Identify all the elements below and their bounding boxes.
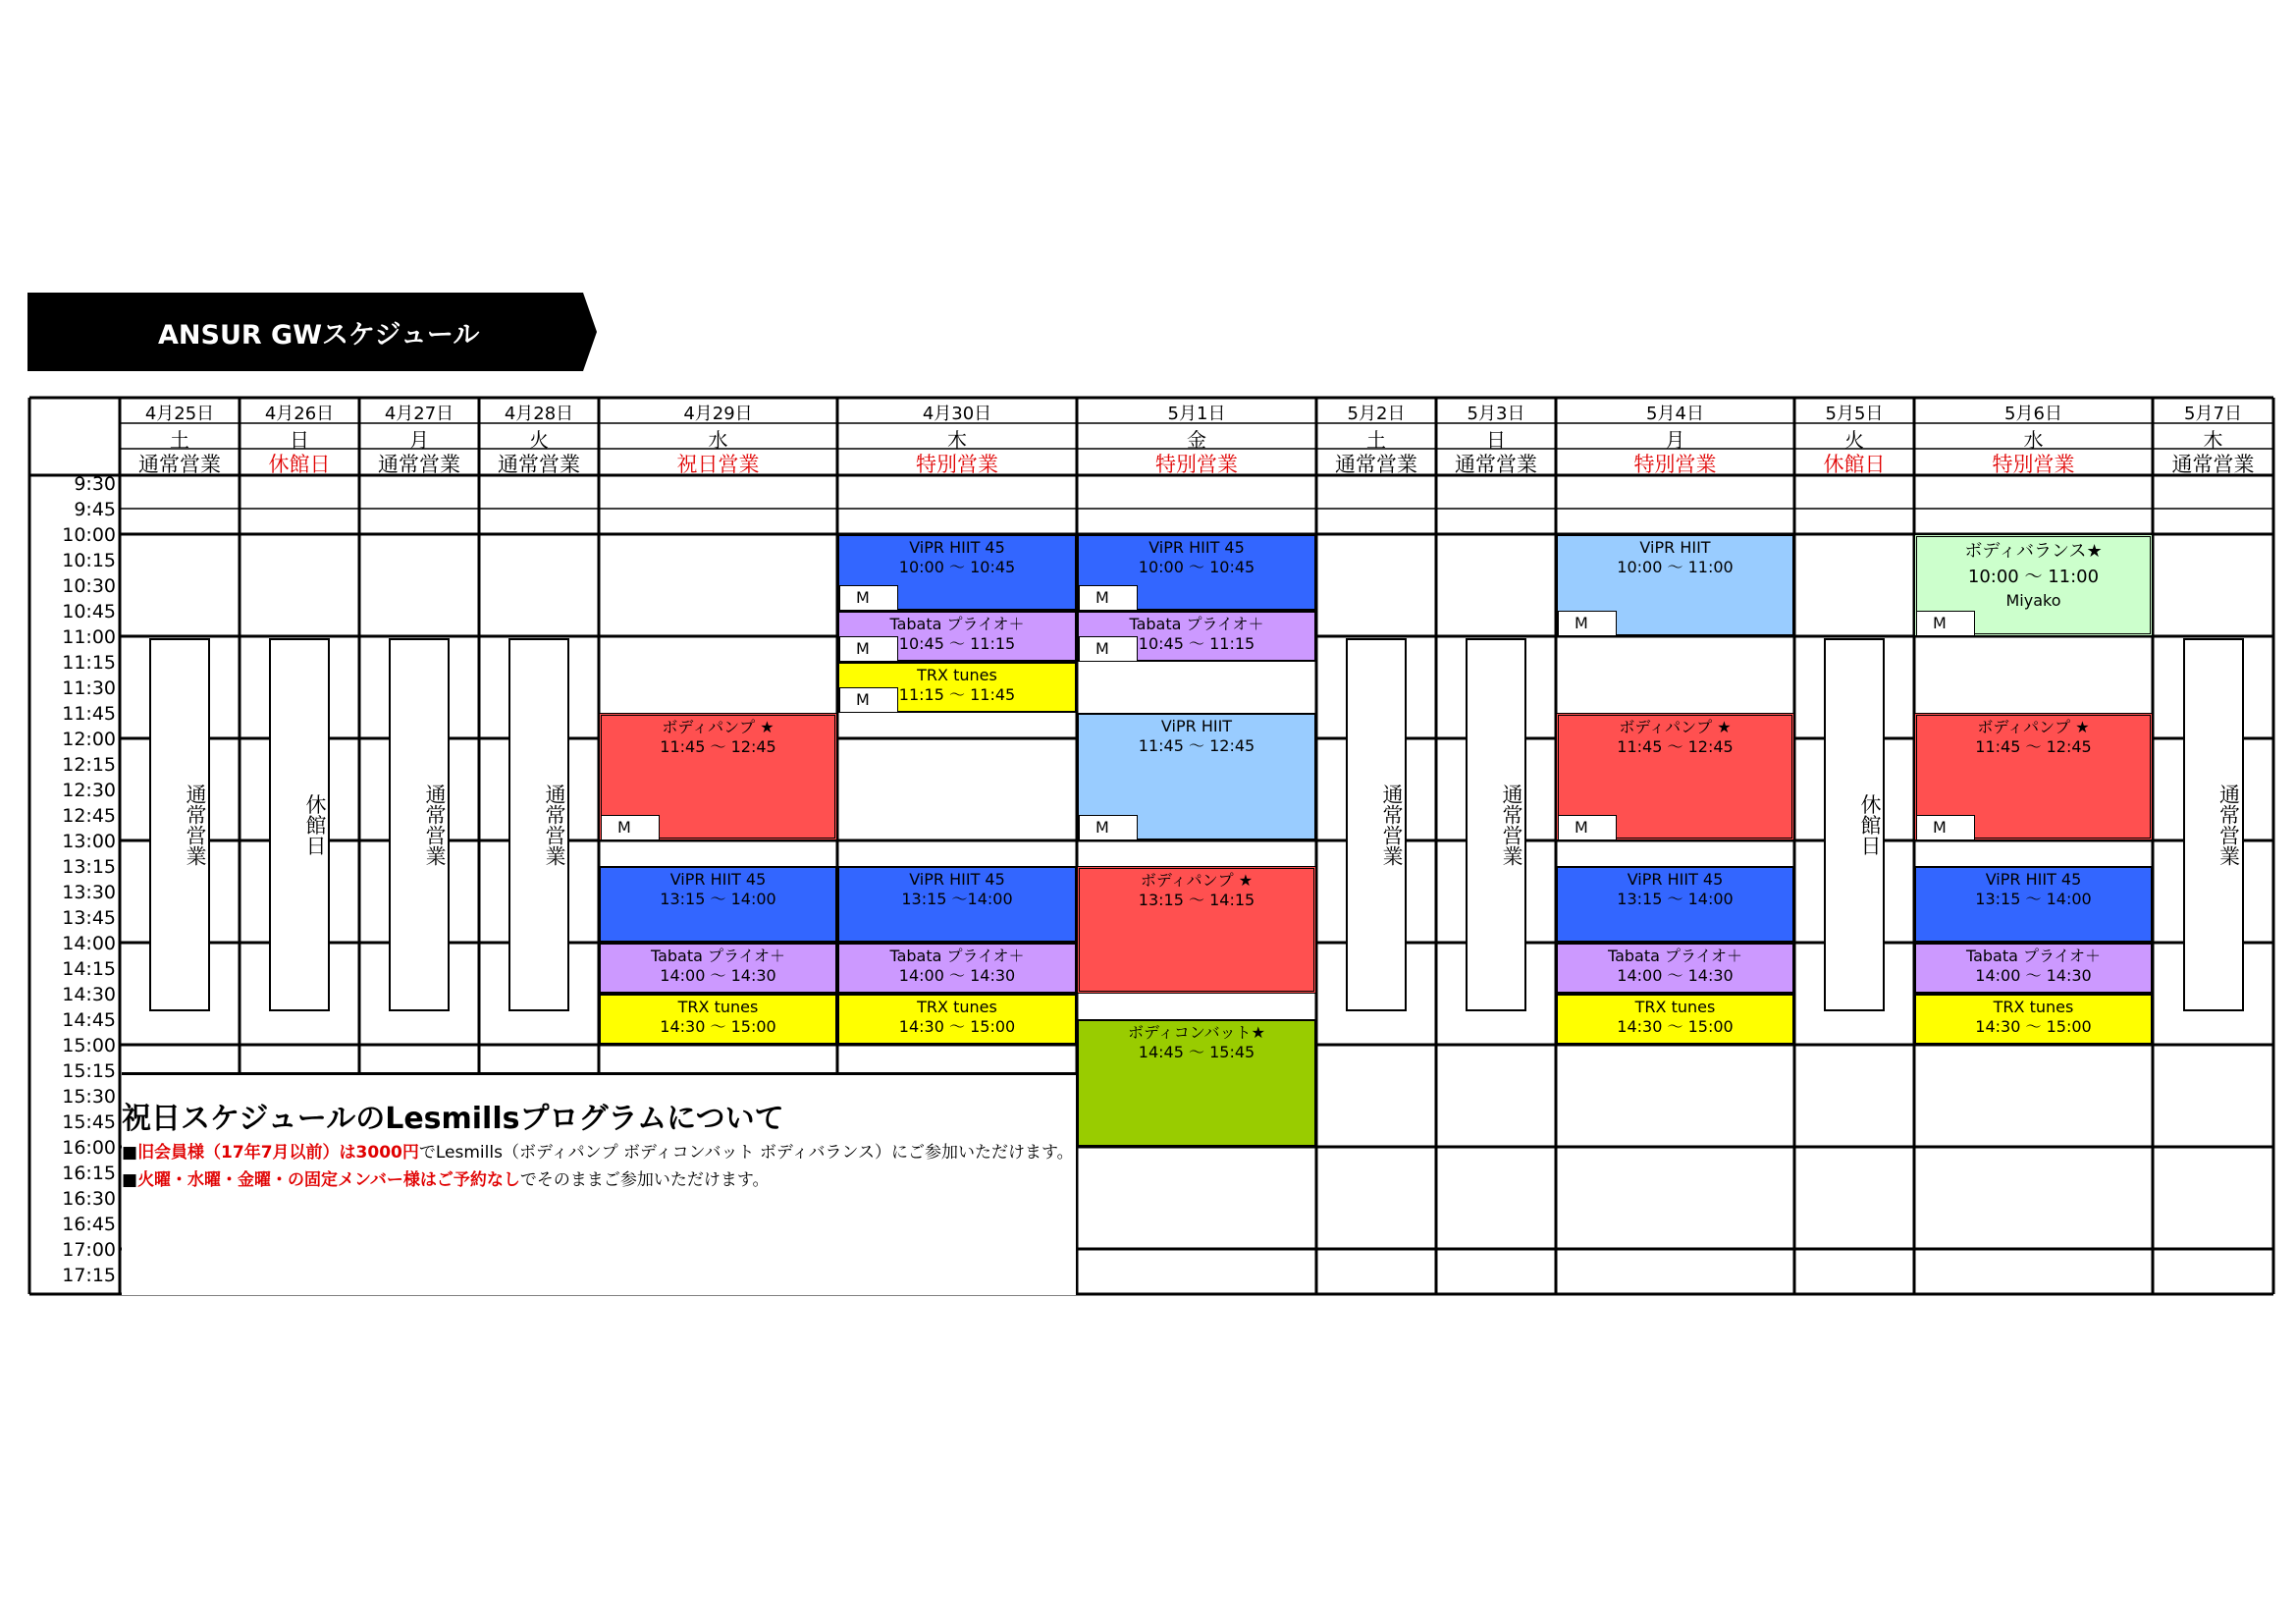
class-name: ViPR HIIT [1639, 538, 1711, 557]
class-time: 11:45 ～ 12:45 [1975, 737, 2092, 756]
day-of-week: 土 [1366, 428, 1386, 452]
day-status: 特別営業 [1992, 453, 2075, 476]
day-date: 5月6日 [2004, 404, 2062, 424]
time-label: 13:00 [62, 831, 116, 852]
closed-day-box [1346, 638, 1407, 1011]
member-tag: M [839, 585, 898, 611]
time-label: 15:15 [62, 1060, 116, 1082]
class-name: Tabata プライオ＋ [1965, 947, 2102, 965]
day-status: 休館日 [268, 453, 331, 476]
class-name: ViPR HIIT [1160, 717, 1233, 735]
time-label: 12:30 [62, 780, 116, 801]
note-line-2-highlight: 火曜・水曜・金曜・の固定メンバー様はご予約なし [137, 1170, 520, 1190]
time-label: 16:45 [62, 1214, 116, 1235]
class-name: ボディバランス★ [1964, 541, 2103, 562]
closed-day-box [1824, 638, 1885, 1011]
class-block[interactable] [1914, 866, 2153, 943]
day-of-week: 月 [1665, 428, 1685, 452]
class-time: 14:00 ～ 14:30 [660, 966, 776, 985]
day-date: 5月5日 [1825, 404, 1884, 424]
day-status: 通常営業 [138, 453, 221, 476]
lesmills-note [122, 1100, 1074, 1194]
closed-day-label: 休館日 [1858, 793, 1882, 856]
class-block[interactable] [1914, 943, 2153, 994]
class-name: ViPR HIIT 45 [669, 870, 767, 889]
time-label: 14:00 [62, 933, 116, 954]
closed-day-label: 通常営業 [543, 784, 566, 866]
time-label: 12:15 [62, 754, 116, 776]
time-label: 16:00 [62, 1137, 116, 1159]
day-status: 通常営業 [1455, 453, 1537, 476]
class-name: ViPR HIIT 45 [909, 870, 1005, 889]
member-tag: M [1558, 611, 1617, 636]
day-of-week: 日 [1486, 428, 1506, 452]
time-label: 15:30 [62, 1086, 116, 1108]
class-name: Tabata プライオ＋ [889, 615, 1025, 633]
day-of-week: 木 [2203, 428, 2223, 452]
class-name: TRX tunes [1634, 998, 1716, 1016]
day-date: 5月7日 [2184, 404, 2242, 424]
class-name: Tabata プライオ＋ [650, 947, 786, 965]
time-label: 17:00 [62, 1239, 116, 1261]
class-time: 14:30 ～ 15:00 [1975, 1017, 2092, 1036]
time-label: 17:15 [62, 1265, 116, 1286]
class-time: 13:15 ～ 14:15 [1138, 891, 1255, 909]
class-block[interactable] [837, 994, 1077, 1045]
member-tag: M [1079, 815, 1138, 840]
member-tag: M [1079, 636, 1138, 662]
class-name: ボディパンプ ★ [1977, 718, 2090, 736]
day-status: 祝日営業 [676, 453, 760, 476]
day-of-week: 月 [409, 428, 429, 452]
closed-day-box [1466, 638, 1526, 1011]
class-instructor: Miyako [2005, 591, 2061, 610]
time-label: 10:30 [62, 575, 116, 597]
day-date: 4月30日 [922, 404, 992, 424]
day-status: 通常営業 [378, 453, 460, 476]
class-time: 14:00 ～ 14:30 [1617, 966, 1734, 985]
time-label: 11:00 [62, 626, 116, 648]
class-time: 13:15 ～ 14:00 [1975, 890, 2092, 908]
time-label: 15:00 [62, 1035, 116, 1056]
class-time: 10:00 ～ 10:45 [898, 558, 1016, 576]
class-block[interactable] [599, 943, 837, 994]
class-time: 10:45 ～ 11:15 [1138, 634, 1255, 653]
class-name: TRX tunes [917, 666, 997, 684]
class-time: 11:45 ～ 12:45 [1138, 736, 1255, 755]
note-line-1: ■旧会員様（17年7月以前）は3000円でLesmills（ボディパンプ ボディコンバット ボディバランス）にご参加いただけます。 [122, 1143, 1074, 1163]
day-status: 特別営業 [916, 453, 998, 476]
class-block[interactable] [1077, 1019, 1316, 1147]
note-line-2: ■火曜・水曜・金曜・の固定メンバー様はご予約なしでそのままご参加いただけます。 [122, 1170, 770, 1190]
class-block[interactable] [1556, 943, 1794, 994]
class-time: 14:45 ～ 15:45 [1138, 1043, 1255, 1061]
class-name: ViPR HIIT 45 [1985, 870, 2082, 889]
closed-day-label: 通常営業 [2216, 784, 2241, 866]
class-name: ボディパンプ ★ [662, 718, 774, 736]
time-label: 11:30 [62, 677, 116, 699]
member-tag: M [839, 687, 898, 713]
class-name: Tabata プライオ＋ [1129, 615, 1264, 633]
class-block[interactable] [837, 866, 1077, 943]
class-name: ViPR HIIT 45 [909, 538, 1005, 557]
class-time: 14:30 ～ 15:00 [660, 1017, 776, 1036]
class-time: 13:15 ～ 14:00 [660, 890, 776, 908]
day-status: 通常営業 [498, 453, 580, 476]
closed-day-box [508, 638, 569, 1011]
class-block[interactable] [599, 994, 837, 1045]
day-status: 特別営業 [1633, 453, 1717, 476]
class-time: 10:00 ～ 10:45 [1138, 558, 1255, 576]
time-label: 15:45 [62, 1111, 116, 1133]
class-time: 11:15 ～ 11:45 [898, 685, 1016, 704]
day-of-week: 火 [529, 428, 549, 452]
day-date: 5月1日 [1167, 404, 1226, 424]
member-tag: M [1916, 611, 1975, 636]
time-label: 9:45 [74, 499, 116, 520]
class-time: 10:45 ～ 11:15 [898, 634, 1016, 653]
class-block[interactable] [1556, 866, 1794, 943]
class-name: ボディコンバット★ [1128, 1023, 1265, 1042]
member-tag: M [1079, 585, 1138, 611]
closed-day-box [149, 638, 210, 1011]
time-label: 11:45 [62, 703, 116, 725]
time-label: 13:30 [62, 882, 116, 903]
class-name: TRX tunes [1993, 998, 2074, 1016]
closed-day-label: 通常営業 [1500, 784, 1523, 866]
time-label: 16:30 [62, 1188, 116, 1210]
schedule-title: ANSUR GWスケジュール [158, 320, 480, 351]
day-date: 5月3日 [1467, 404, 1525, 424]
class-time: 14:30 ～ 15:00 [898, 1017, 1016, 1036]
closed-day-label: 通常営業 [423, 784, 447, 866]
time-label: 13:45 [62, 907, 116, 929]
day-date: 5月2日 [1347, 404, 1406, 424]
member-tag: M [601, 815, 660, 840]
time-label: 16:15 [62, 1163, 116, 1184]
class-time: 10:00 ～ 11:00 [1617, 558, 1734, 576]
class-time: 14:00 ～ 14:30 [898, 966, 1016, 985]
time-label: 13:15 [62, 856, 116, 878]
closed-day-label: 通常営業 [184, 784, 207, 866]
class-block[interactable] [1077, 866, 1316, 994]
class-name: ボディパンプ ★ [1619, 718, 1732, 736]
time-label: 10:15 [62, 550, 116, 571]
class-time: 14:00 ～ 14:30 [1975, 966, 2092, 985]
day-of-week: 火 [1844, 428, 1864, 452]
class-name: TRX tunes [677, 998, 759, 1016]
day-of-week: 水 [2023, 428, 2044, 452]
member-tag: M [839, 636, 898, 662]
closed-day-box [2183, 638, 2244, 1011]
class-name: ViPR HIIT 45 [1148, 538, 1245, 557]
time-label: 14:15 [62, 958, 116, 980]
time-label: 10:00 [62, 524, 116, 546]
class-block[interactable] [1914, 994, 2153, 1045]
class-name: ボディパンプ ★ [1140, 871, 1254, 890]
day-of-week: 土 [170, 428, 189, 452]
note-line-1-highlight: 旧会員様（17年7月以前）は3000円 [137, 1143, 419, 1163]
class-time: 10:00 ～ 11:00 [1967, 567, 2100, 587]
day-date: 4月28日 [504, 404, 574, 424]
time-label: 14:30 [62, 984, 116, 1005]
closed-day-label: 通常営業 [1380, 784, 1404, 866]
class-name: TRX tunes [917, 998, 997, 1016]
note-heading: 祝日スケジュールのLesmillsプログラムについて [122, 1102, 784, 1136]
day-of-week: 水 [708, 428, 728, 452]
class-time: 13:15 ～ 14:00 [1617, 890, 1734, 908]
day-status: 休館日 [1823, 453, 1886, 476]
day-status: 通常営業 [1335, 453, 1417, 476]
time-label: 12:45 [62, 805, 116, 827]
day-date: 5月4日 [1646, 404, 1704, 424]
class-block[interactable] [599, 866, 837, 943]
day-date: 4月27日 [384, 404, 454, 424]
day-of-week: 金 [1187, 428, 1206, 452]
class-time: 13:15 ～14:00 [901, 890, 1013, 908]
class-time: 11:45 ～ 12:45 [660, 737, 776, 756]
class-name: ViPR HIIT 45 [1627, 870, 1724, 889]
class-block[interactable] [1556, 994, 1794, 1045]
day-of-week: 日 [290, 428, 309, 452]
class-time: 14:30 ～ 15:00 [1617, 1017, 1734, 1036]
closed-day-box [389, 638, 450, 1011]
member-tag: M [1558, 815, 1617, 840]
time-label: 9:30 [74, 473, 116, 495]
day-date: 4月25日 [144, 404, 215, 424]
closed-day-box [269, 638, 330, 1011]
day-date: 4月29日 [683, 404, 753, 424]
time-label: 14:45 [62, 1009, 116, 1031]
day-date: 4月26日 [264, 404, 335, 424]
closed-day-label: 休館日 [303, 793, 327, 856]
member-tag: M [1916, 815, 1975, 840]
time-label: 11:15 [62, 652, 116, 674]
day-status: 特別営業 [1155, 453, 1238, 476]
class-time: 11:45 ～ 12:45 [1617, 737, 1734, 756]
class-block[interactable] [837, 943, 1077, 994]
time-label: 12:00 [62, 729, 116, 750]
day-status: 通常営業 [2171, 453, 2255, 476]
class-name: Tabata プライオ＋ [1607, 947, 1743, 965]
day-of-week: 木 [947, 428, 967, 452]
time-label: 10:45 [62, 601, 116, 623]
class-name: Tabata プライオ＋ [889, 947, 1025, 965]
